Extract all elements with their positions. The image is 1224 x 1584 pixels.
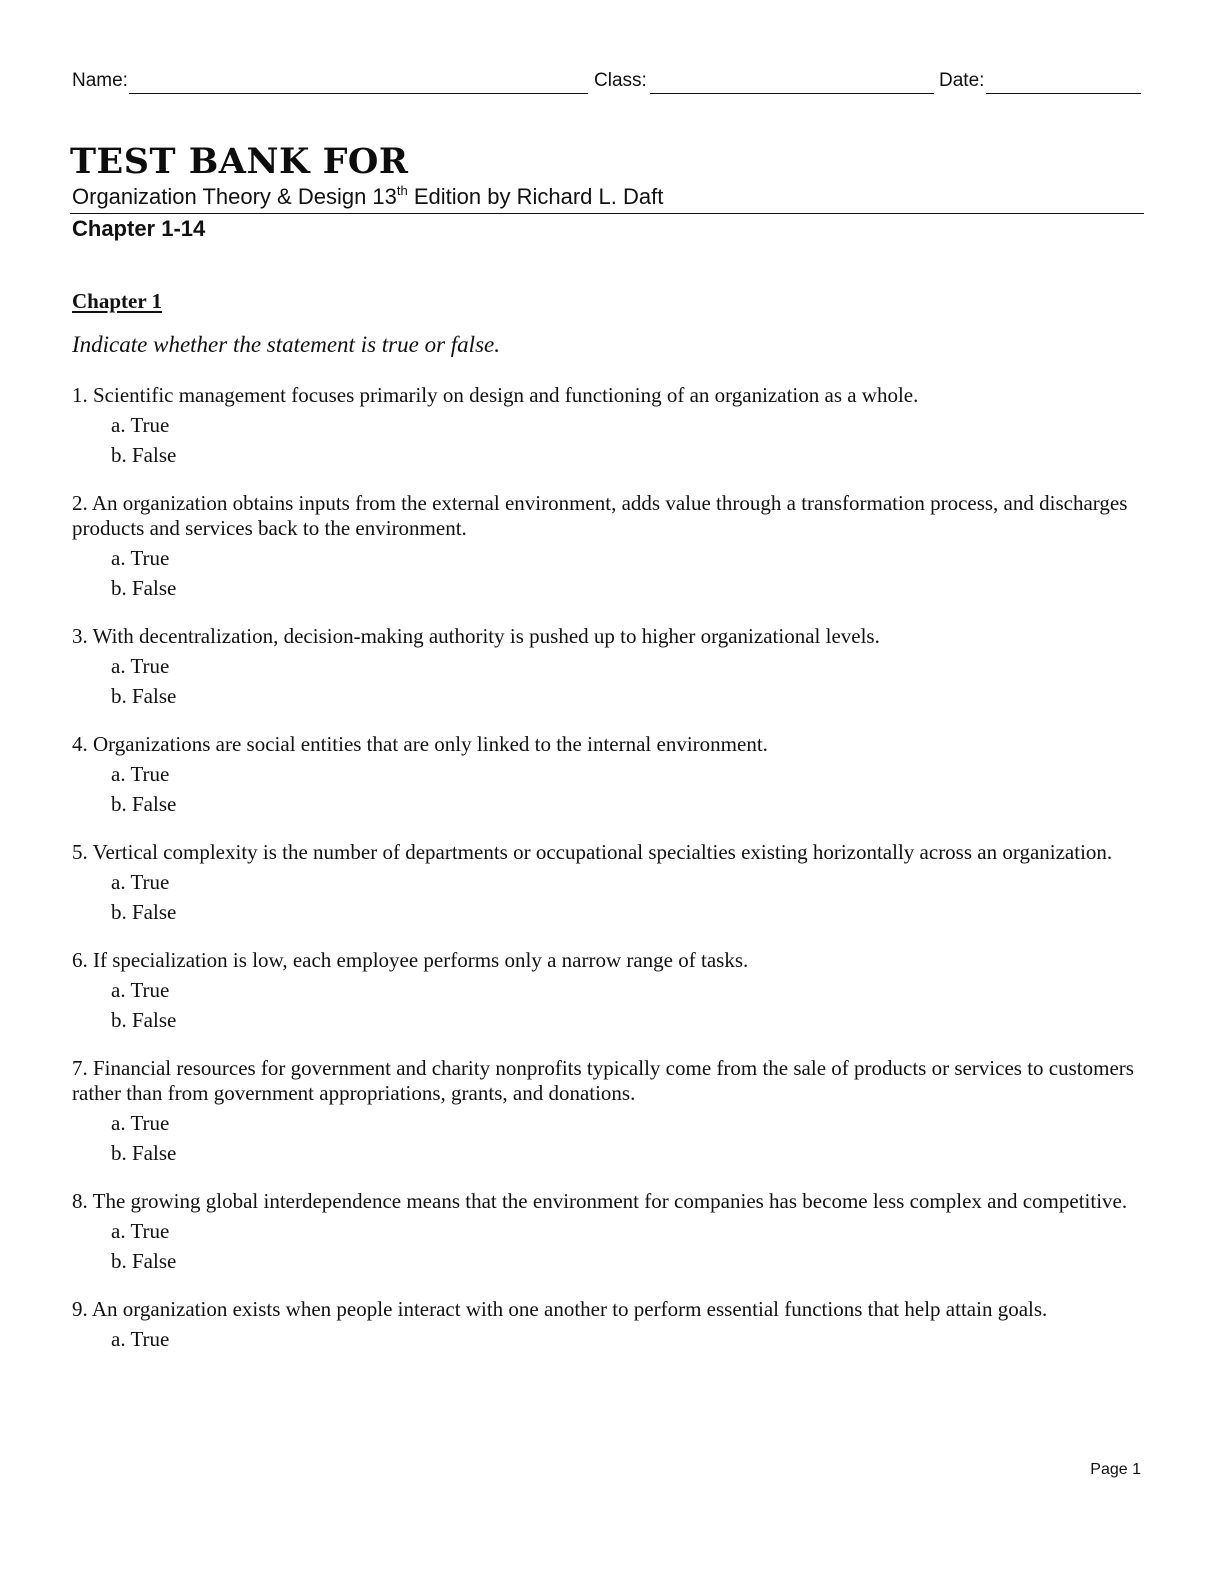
answer-option: b. False [111, 1249, 177, 1273]
answer-options [72, 410, 1152, 470]
class-blank-line [650, 93, 934, 94]
question-text: 8. The growing global interdependence means that the environment for companies has become less complex and competitive. [72, 1189, 1128, 1213]
answer-option: a. True [111, 1219, 170, 1243]
answer-option: b. False [111, 1008, 177, 1032]
answer-option: a. True [111, 1327, 170, 1351]
question-text: 6. If specialization is low, each employee performs only a narrow range of tasks. [72, 948, 749, 972]
answer-options [72, 543, 1152, 603]
page-number: Page 1 [1090, 1461, 1141, 1478]
answer-option: b. False [111, 900, 177, 924]
subtitle-text: Organization Theory & Design 13 [72, 184, 397, 209]
chapter-range: Chapter 1-14 [72, 216, 206, 241]
answer-option: a. True [111, 654, 170, 678]
section-instructions: Indicate whether the statement is true or false. [72, 332, 500, 357]
answer-option: b. False [111, 792, 177, 816]
answer-option: a. True [111, 1111, 170, 1135]
question-item [72, 491, 1152, 603]
answer-options [72, 759, 1152, 819]
question-item [72, 1056, 1152, 1168]
question-text: 3. With decentralization, decision-making authority is pushed up to higher organizational levels. [72, 624, 880, 648]
question-text: 7. Financial resources for government and charity nonprofits typically come from the sale of products or services to customers rather than from government appropriations, grants, and donations. [72, 1056, 1134, 1105]
question-item [72, 948, 1152, 1035]
question-text: 9. An organization exists when people interact with one another to perform essential functions that help attain goals. [72, 1297, 1048, 1321]
subtitle-author: Edition by Richard L. Daft [407, 184, 664, 209]
book-subtitle [72, 183, 663, 211]
answer-options [72, 1108, 1152, 1168]
name-blank-line [129, 93, 588, 94]
question-text: 4. Organizations are social entities that are only linked to the internal environment. [72, 732, 768, 756]
document-title: TEST BANK FOR [70, 141, 409, 182]
date-blank-line [986, 93, 1141, 94]
question-item [72, 732, 1152, 819]
answer-options [72, 975, 1152, 1035]
question-text: 1. Scientific management focuses primarily on design and functioning of an organization as a whole. [72, 383, 919, 407]
student-info-fields [72, 70, 1142, 96]
answer-option: b. False [111, 684, 177, 708]
section-heading: Chapter 1 [72, 289, 163, 313]
answer-option: b. False [111, 576, 177, 600]
title-divider [70, 213, 1144, 214]
answer-option: a. True [111, 546, 170, 570]
answer-option: a. True [111, 870, 170, 894]
class-label: Class: [594, 70, 647, 91]
answer-options [72, 651, 1152, 711]
answer-options [72, 1216, 1152, 1276]
answer-option: a. True [111, 762, 170, 786]
edition-superscript: th [396, 183, 408, 198]
question-item [72, 840, 1152, 927]
answer-option: b. False [111, 443, 177, 467]
answer-option: a. True [111, 978, 170, 1002]
question-list [72, 383, 1152, 1375]
answer-options [72, 1324, 1152, 1354]
question-item [72, 624, 1152, 711]
answer-option: b. False [111, 1141, 177, 1165]
question-item [72, 1189, 1152, 1276]
answer-options [72, 867, 1152, 927]
name-label: Name: [72, 70, 128, 91]
question-item [72, 383, 1152, 470]
answer-option: a. True [111, 413, 170, 437]
question-text: 2. An organization obtains inputs from the external environment, adds value through a transformation process, and discharges products and services back to the environment. [72, 491, 1128, 540]
question-text: 5. Vertical complexity is the number of departments or occupational specialties existing horizontally across an organization. [72, 840, 1113, 864]
date-label: Date: [939, 70, 985, 91]
question-item [72, 1297, 1152, 1354]
